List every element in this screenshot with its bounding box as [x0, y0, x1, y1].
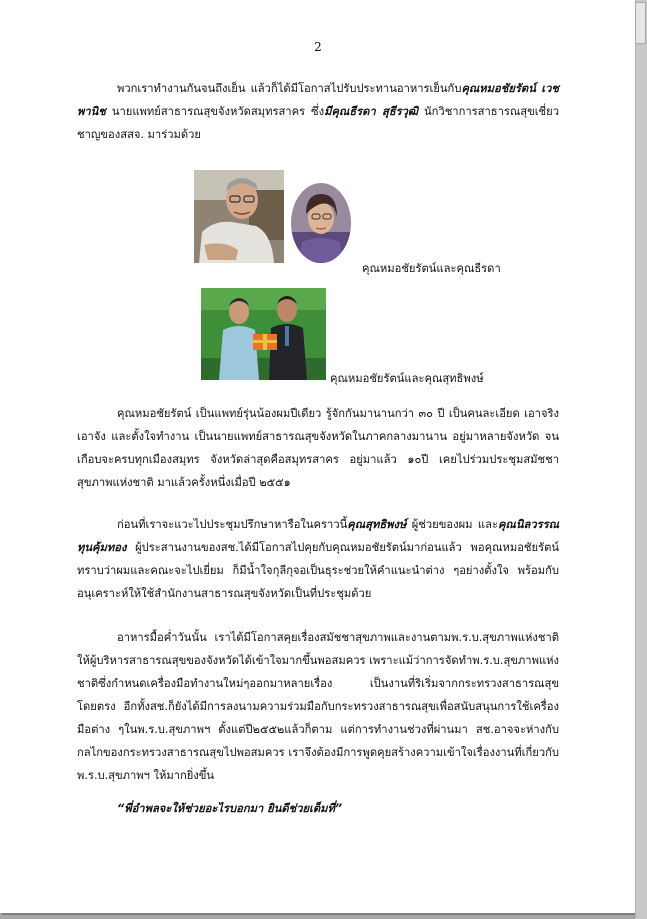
photo-man-glasses: [194, 170, 284, 263]
paragraph-intro: [77, 77, 559, 146]
text: ผู้ประสานงานของสช.ได้มีโอกาสไปคุยกับคุณหมอชัยรัตน์มาก่อนแล้ว พอคุณหมอชัยรัตน์ทราบว่าผมและคณะจะไปเยี่ยม ก็มีน้ำใจกุลีกุจอเป็นธุระช่วยให้คำแนะนำต่าง ๆอย่างตั้งใจ พร้อมกับอนุเคราะห์ให้ใช้สำนักงานสาธารณสุขจังหวัดเป็นที่ประชุมด้วย: [77, 541, 559, 600]
page-number: 2: [314, 40, 322, 54]
text: ก่อนที่เราจะแวะไปประชุมปรึกษาหารือในคราวนี้: [117, 518, 348, 531]
paragraph-chairat-bio: คุณหมอชัยรัตน์ เป็นแพทย์รุ่นน้องผมปีเดียว รู้จักกันมานานกว่า ๓๐ ปี เป็นคนละเอียด เอาจริงเอาจัง และตั้งใจทำงาน เป็นนายแพทย์สาธารณสุขจังหวัดในภาคกลางมานาน อยู่มาหลายจังหวัด จนเกือบจะครบทุกเมืองสมุทร จังหวัดล่าสุดคือสมุทรสาคร อยู่มาแล้ว ๑๐ปี เคยไปร่วมประชุมสมัชชาสุขภาพแห่งชาติ มาแล้วครั้งหนึ่งเมื่อปี ๒๕๕๑: [77, 407, 559, 489]
photo-woman-oval: [290, 182, 352, 264]
paragraph-before-meeting: [77, 513, 559, 605]
person-name: มีคุณธีรดา สุธีรวุฒิ: [324, 105, 419, 118]
photo-caption: คุณหมอชัยรัตน์และคุณสุทธิพงษ์: [330, 372, 484, 385]
person-name: คุณนิลวรรณ ทุนคุ้มทอง: [77, 518, 559, 554]
quote: “พี่อำพลจะให้ช่วยอะไรบอกมา ยินดีช่วยเต็มที่”: [117, 802, 343, 815]
scrollbar-thumb[interactable]: [635, 2, 646, 44]
person-name: คุณสุทธิพงษ์: [347, 518, 407, 531]
text: ผู้ช่วยของผม และ: [406, 518, 498, 531]
paragraph-dinner-discussion: อาหารมื้อค่ำวันนั้น เราได้มีโอกาสคุยเรื่องสมัชชาสุขภาพและงานตามพ.ร.บ.สุขภาพแห่งชาติให้ผู้บริหารสาธารณสุขของจังหวัดได้เข้าใจมากขึ้นพอสมควร เพราะแม้ว่าการจัดทำพ.ร.บ.สุขภาพแห่งชาติซึ่งกำหนดเครื่องมือทำงานใหม่ๆออกมาหลายเรื่อง เป็นงานที่ริเริ่มจากกระทรวงสาธารณสุขโดยตรง อีกทั้งสช.ก็ยังได้มีการลงนามความร่วมมือกับกระทรวงสาธารณสุขเพื่อสนับสนุนการใช้เครื่องมือต่าง ๆในพ.ร.บ.สุขภาพฯ ตั้งแต่ปี๒๕๕๒แล้วก็ตาม แต่การทำงานช่วงที่ผ่านมา สช.อาจจะห่างกับกลไกของกระทรวงสาธารณสุขไปพอสมควร เราจึงต้องมีการพูดคุยสร้างความเข้าใจเรื่องงานที่เกี่ยวกับพ.ร.บ.สุขภาพฯ ให้มากยิ่งขึ้น: [77, 631, 559, 782]
text: นายแพทย์สาธารณสุขจังหวัดสมุทรสาคร ซึ่ง: [105, 105, 325, 118]
photo-two-men: [201, 288, 326, 380]
person-name: คุณหมอชัยรัตน์ เวชพานิช: [77, 82, 559, 118]
text: พวกเราทำงานกันจนถึงเย็น แล้วก็ได้มีโอกาสไปรับประทานอาหารเย็นกับ: [117, 82, 462, 95]
vertical-scrollbar[interactable]: [635, 0, 647, 919]
photo-caption: คุณหมอชัยรัตน์และคุณธีรดา: [362, 262, 501, 275]
text: นักวิชาการสาธารณสุขเชี่ยวชาญของสสจ. มาร่วมด้วย: [77, 105, 559, 141]
